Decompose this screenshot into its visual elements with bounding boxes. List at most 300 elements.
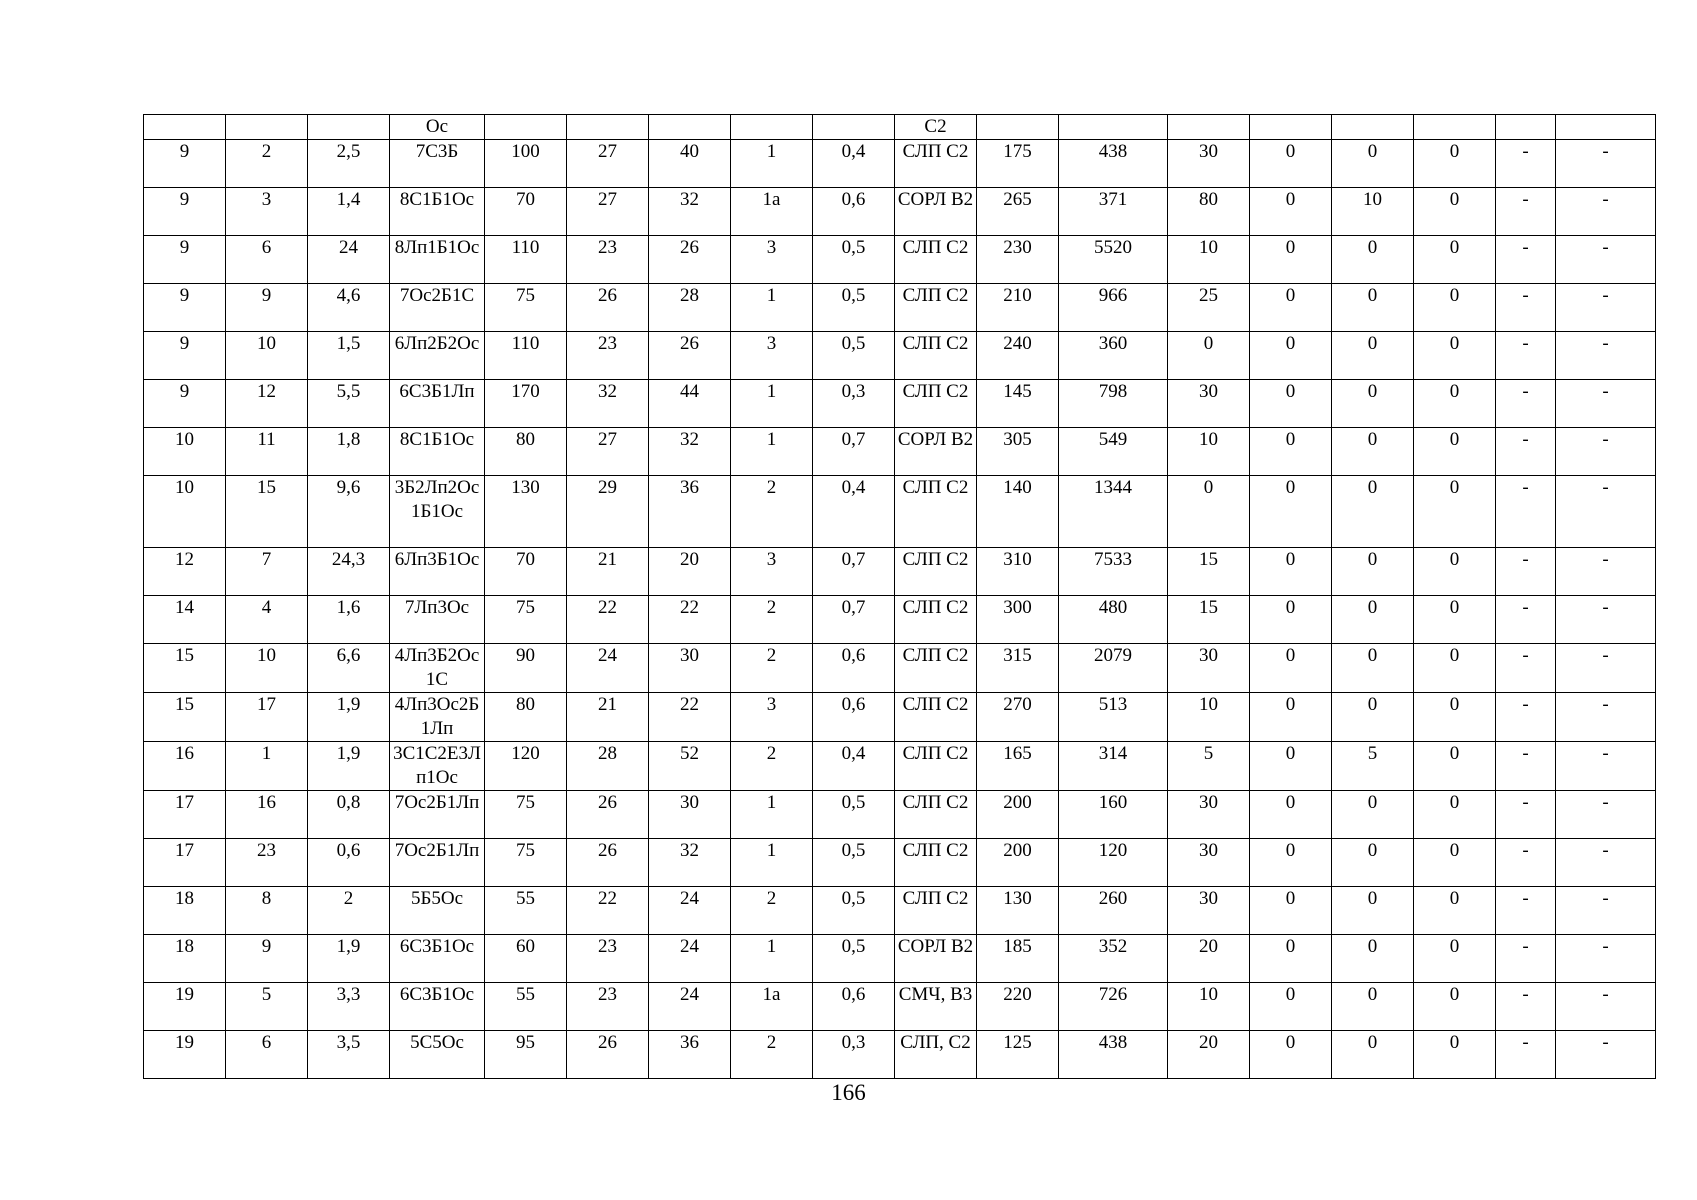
table-cell: СОРЛ В2 [895, 428, 977, 476]
table-cell: 0 [1414, 236, 1496, 284]
table-cell: 7Ос2Б1С [390, 284, 485, 332]
table-cell: 75 [485, 839, 567, 887]
table-cell: 1 [731, 839, 813, 887]
table-cell: 0 [1250, 983, 1332, 1031]
table-cell: 30 [1168, 140, 1250, 188]
table-cell: 21 [567, 548, 649, 596]
table-cell [226, 115, 308, 140]
table-cell: 0 [1250, 742, 1332, 791]
table-cell: 0 [1332, 476, 1414, 548]
table-cell: 0 [1332, 428, 1414, 476]
table-cell: 80 [1168, 188, 1250, 236]
table-cell: 0,5 [813, 236, 895, 284]
table-cell: 0 [1250, 476, 1332, 548]
table-cell: 2 [226, 140, 308, 188]
table-cell: - [1556, 548, 1656, 596]
table-cell: 24 [649, 935, 731, 983]
table-cell: 2 [731, 742, 813, 791]
table-cell: СЛП, С2 [895, 1031, 977, 1079]
table-cell: 0 [1332, 236, 1414, 284]
table-cell: 3С1С2Е3Лп1Ос [390, 742, 485, 791]
table-cell: 0 [1414, 1031, 1496, 1079]
table-cell: - [1556, 742, 1656, 791]
table-cell: 0 [1414, 380, 1496, 428]
table-cell: 165 [977, 742, 1059, 791]
table-cell: СЛП С2 [895, 140, 977, 188]
table-cell: 24,3 [308, 548, 390, 596]
table-cell: 315 [977, 644, 1059, 693]
table-cell: 0,5 [813, 887, 895, 935]
table-cell: 371 [1059, 188, 1168, 236]
table-cell: СЛП С2 [895, 644, 977, 693]
table-body [144, 115, 1656, 1079]
table-cell: 30 [1168, 791, 1250, 839]
table-row [144, 140, 1656, 188]
table-cell: - [1496, 791, 1556, 839]
table-cell: СЛП С2 [895, 548, 977, 596]
table-cell: 75 [485, 284, 567, 332]
table-cell: 55 [485, 887, 567, 935]
table-cell: 0,5 [813, 935, 895, 983]
table-cell: 30 [1168, 380, 1250, 428]
table-cell: 8 [226, 887, 308, 935]
table-row [144, 188, 1656, 236]
table-cell: 6С3Б1Ос [390, 983, 485, 1031]
table-cell: 0,6 [813, 693, 895, 742]
table-cell: 0 [1332, 983, 1414, 1031]
table-cell [1250, 115, 1332, 140]
table-cell: 21 [567, 693, 649, 742]
table-cell: СЛП С2 [895, 839, 977, 887]
table-cell: 5520 [1059, 236, 1168, 284]
table-cell: 0,7 [813, 428, 895, 476]
table-cell: 0,7 [813, 596, 895, 644]
table-cell: 2 [731, 644, 813, 693]
table-cell: 0 [1414, 983, 1496, 1031]
table-cell: 10 [144, 476, 226, 548]
table-cell: - [1496, 236, 1556, 284]
table-cell: 185 [977, 935, 1059, 983]
table-cell: 12 [144, 548, 226, 596]
table-cell: 0 [1168, 332, 1250, 380]
table-cell: 0 [1332, 596, 1414, 644]
table-cell [977, 115, 1059, 140]
table-cell: - [1496, 188, 1556, 236]
table-cell: 27 [567, 188, 649, 236]
table-cell: 0,4 [813, 742, 895, 791]
table-cell: 3 [731, 693, 813, 742]
table-cell: 26 [567, 791, 649, 839]
table-cell [1496, 115, 1556, 140]
table-cell [1059, 115, 1168, 140]
table-cell: 22 [567, 887, 649, 935]
table-cell: 24 [649, 983, 731, 1031]
table-cell: 220 [977, 983, 1059, 1031]
table-cell: 0,3 [813, 380, 895, 428]
table-cell: 19 [144, 1031, 226, 1079]
table-cell: 1а [731, 983, 813, 1031]
table-cell: - [1556, 839, 1656, 887]
table-cell: - [1496, 476, 1556, 548]
table-cell: 0 [1414, 935, 1496, 983]
table-cell: 75 [485, 791, 567, 839]
table-cell: СЛП С2 [895, 596, 977, 644]
table-cell: 24 [649, 887, 731, 935]
table-cell: 20 [1168, 935, 1250, 983]
table-cell: 23 [567, 983, 649, 1031]
table-cell: - [1556, 693, 1656, 742]
table-cell: 70 [485, 188, 567, 236]
table-cell: 27 [567, 428, 649, 476]
table-cell: 9 [144, 188, 226, 236]
table-cell: - [1496, 693, 1556, 742]
table-cell: 260 [1059, 887, 1168, 935]
table-cell: 52 [649, 742, 731, 791]
table-cell: - [1496, 1031, 1556, 1079]
table-cell: 4Лп3Ос2Б1Лп [390, 693, 485, 742]
table-cell: 4Лп3Б2Ос1С [390, 644, 485, 693]
table-cell: 5Б5Ос [390, 887, 485, 935]
table-cell: 0 [1414, 476, 1496, 548]
table-cell: 1,9 [308, 935, 390, 983]
table-cell: 0 [1250, 1031, 1332, 1079]
table-cell: 3 [731, 332, 813, 380]
table-cell: 0 [1250, 935, 1332, 983]
table-cell: 11 [226, 428, 308, 476]
table-cell: 10 [1168, 236, 1250, 284]
table-cell: 0 [1250, 332, 1332, 380]
table-cell: 3,3 [308, 983, 390, 1031]
table-cell: - [1496, 332, 1556, 380]
table-cell: 0,6 [813, 983, 895, 1031]
table-row [144, 476, 1656, 548]
table-cell: 110 [485, 332, 567, 380]
table-cell: 5С5Ос [390, 1031, 485, 1079]
table-cell: 90 [485, 644, 567, 693]
table-cell: 200 [977, 791, 1059, 839]
table-cell: 10 [1168, 428, 1250, 476]
table-cell: 70 [485, 548, 567, 596]
table-cell: 0 [1332, 791, 1414, 839]
table-cell: 26 [649, 236, 731, 284]
table-cell: С2 [895, 115, 977, 140]
table-cell: 23 [567, 332, 649, 380]
table-cell: СЛП С2 [895, 742, 977, 791]
table-cell: - [1556, 140, 1656, 188]
table-cell: 5 [1168, 742, 1250, 791]
table-cell: 438 [1059, 1031, 1168, 1079]
table-cell: 27 [567, 140, 649, 188]
table-cell: 14 [144, 596, 226, 644]
table-cell: 1 [731, 791, 813, 839]
table-cell: 0 [1332, 887, 1414, 935]
table-cell: 23 [226, 839, 308, 887]
table-cell: 6 [226, 236, 308, 284]
table-cell: 36 [649, 476, 731, 548]
table-row [144, 236, 1656, 284]
table-cell: 8Лп1Б1Ос [390, 236, 485, 284]
table-cell: 17 [226, 693, 308, 742]
table-cell: 0,4 [813, 140, 895, 188]
table-cell: 0,3 [813, 1031, 895, 1079]
table-cell: 10 [226, 644, 308, 693]
table-row [144, 284, 1656, 332]
table-cell: 1а [731, 188, 813, 236]
table-cell: 23 [567, 935, 649, 983]
table-cell [649, 115, 731, 140]
table-cell: 1,5 [308, 332, 390, 380]
table-cell: 15 [144, 644, 226, 693]
table-cell: 9 [144, 332, 226, 380]
table-cell: 1,9 [308, 693, 390, 742]
table-cell: 3 [731, 236, 813, 284]
table-cell: 0 [1414, 693, 1496, 742]
table-cell: 125 [977, 1031, 1059, 1079]
table-cell: 1,8 [308, 428, 390, 476]
table-cell: 549 [1059, 428, 1168, 476]
table-cell: - [1556, 887, 1656, 935]
table-cell: 1,6 [308, 596, 390, 644]
table-cell: 3Б2Лп2Ос1Б1Ос [390, 476, 485, 548]
table-cell: 30 [1168, 887, 1250, 935]
table-cell: 0 [1332, 380, 1414, 428]
table-cell: 30 [1168, 839, 1250, 887]
table-cell: 0 [1250, 140, 1332, 188]
table-cell: 175 [977, 140, 1059, 188]
table-cell: 8С1Б1Ос [390, 188, 485, 236]
table-cell: - [1556, 983, 1656, 1031]
table-cell: 0 [1332, 548, 1414, 596]
table-cell: 95 [485, 1031, 567, 1079]
table-cell: 0 [1414, 548, 1496, 596]
table-cell: 726 [1059, 983, 1168, 1031]
table-cell: 100 [485, 140, 567, 188]
table-cell: 265 [977, 188, 1059, 236]
table-cell: - [1496, 644, 1556, 693]
table-row [144, 428, 1656, 476]
table-cell: 145 [977, 380, 1059, 428]
table-cell: 3 [731, 548, 813, 596]
table-cell: 7Ос2Б1Лп [390, 791, 485, 839]
table-cell: - [1556, 188, 1656, 236]
table-cell: 17 [144, 791, 226, 839]
table-cell: 9 [144, 236, 226, 284]
table-cell: 170 [485, 380, 567, 428]
table-row [144, 332, 1656, 380]
table-cell: 32 [567, 380, 649, 428]
table-cell: 7 [226, 548, 308, 596]
table-cell: 23 [567, 236, 649, 284]
table-cell: 0 [1250, 380, 1332, 428]
table-cell: 32 [649, 188, 731, 236]
table-cell: 0 [1250, 693, 1332, 742]
table-cell: - [1496, 935, 1556, 983]
table-cell: 32 [649, 428, 731, 476]
table-cell: 480 [1059, 596, 1168, 644]
table-cell: 12 [226, 380, 308, 428]
table-cell: 28 [649, 284, 731, 332]
table-cell: 6Лп3Б1Ос [390, 548, 485, 596]
table-row [144, 791, 1656, 839]
table-cell: - [1556, 284, 1656, 332]
table-cell: 0 [1332, 839, 1414, 887]
table-cell: 10 [226, 332, 308, 380]
table-cell: 24 [308, 236, 390, 284]
table-cell: 9 [144, 284, 226, 332]
table-cell: 2 [731, 476, 813, 548]
table-cell: 0,6 [813, 644, 895, 693]
table-cell [1332, 115, 1414, 140]
table-cell: 5,5 [308, 380, 390, 428]
table-cell: СЛП С2 [895, 380, 977, 428]
table-cell: 0 [1414, 791, 1496, 839]
table-cell: 55 [485, 983, 567, 1031]
table-cell: 6 [226, 1031, 308, 1079]
table-cell: 0 [1414, 839, 1496, 887]
table-row [144, 596, 1656, 644]
table-cell: 5 [1332, 742, 1414, 791]
table-cell: 0,5 [813, 839, 895, 887]
table-cell: - [1556, 236, 1656, 284]
table-cell: СЛП С2 [895, 284, 977, 332]
table-row [144, 548, 1656, 596]
table-cell: 0,6 [813, 188, 895, 236]
table-cell: 18 [144, 935, 226, 983]
table-cell: 130 [485, 476, 567, 548]
table-cell: 0 [1332, 332, 1414, 380]
table-cell: 10 [144, 428, 226, 476]
table-cell: - [1496, 983, 1556, 1031]
table-cell: 0 [1414, 284, 1496, 332]
table-cell: 0,4 [813, 476, 895, 548]
table-cell [144, 115, 226, 140]
table-cell: - [1556, 1031, 1656, 1079]
table-cell [1414, 115, 1496, 140]
table-cell: 8С1Б1Ос [390, 428, 485, 476]
table-cell: 1 [731, 380, 813, 428]
table-cell: 10 [1168, 693, 1250, 742]
table-cell: 0,7 [813, 548, 895, 596]
table-cell: 120 [1059, 839, 1168, 887]
table-cell: 0 [1250, 839, 1332, 887]
table-cell: - [1496, 596, 1556, 644]
table-cell: 9 [226, 284, 308, 332]
data-table [143, 114, 1656, 1079]
table-cell: - [1556, 791, 1656, 839]
table-cell: - [1556, 644, 1656, 693]
table-cell: - [1556, 332, 1656, 380]
table-cell: 130 [977, 887, 1059, 935]
table-cell: 16 [226, 791, 308, 839]
table-cell: - [1556, 935, 1656, 983]
table-cell: 1 [731, 428, 813, 476]
table-cell: 230 [977, 236, 1059, 284]
table-cell: 9 [226, 935, 308, 983]
table-cell: 10 [1332, 188, 1414, 236]
table-cell: 26 [567, 839, 649, 887]
table-row [144, 115, 1656, 140]
table-cell: 15 [1168, 548, 1250, 596]
table-cell: СЛП С2 [895, 476, 977, 548]
table-cell: 3,5 [308, 1031, 390, 1079]
table-cell: 10 [1168, 983, 1250, 1031]
table-cell: 6С3Б1Лп [390, 380, 485, 428]
table-cell: СОРЛ В2 [895, 188, 977, 236]
table-cell: 80 [485, 693, 567, 742]
table-cell: 7С3Б [390, 140, 485, 188]
table-cell: 0 [1250, 887, 1332, 935]
table-cell: 6,6 [308, 644, 390, 693]
table-cell: 1 [731, 284, 813, 332]
table-cell: 6Лп2Б2Ос [390, 332, 485, 380]
table-cell: 300 [977, 596, 1059, 644]
table-cell: 44 [649, 380, 731, 428]
table-cell [567, 115, 649, 140]
table-cell: 0 [1250, 236, 1332, 284]
page-number: 166 [831, 1080, 866, 1105]
table-cell: 966 [1059, 284, 1168, 332]
table-cell: 438 [1059, 140, 1168, 188]
table-row [144, 644, 1656, 693]
table-cell: 2079 [1059, 644, 1168, 693]
table-cell: 0,5 [813, 332, 895, 380]
table-cell: 0,8 [308, 791, 390, 839]
table-cell: 17 [144, 839, 226, 887]
table-cell: 310 [977, 548, 1059, 596]
table-cell: 36 [649, 1031, 731, 1079]
table-cell: Ос [390, 115, 485, 140]
table-row [144, 1031, 1656, 1079]
table-cell: 30 [1168, 644, 1250, 693]
table-cell: 7Ос2Б1Лп [390, 839, 485, 887]
table-cell: - [1556, 476, 1656, 548]
table-cell: 314 [1059, 742, 1168, 791]
table-cell: 352 [1059, 935, 1168, 983]
table-cell: 32 [649, 839, 731, 887]
table-cell: 16 [144, 742, 226, 791]
table-cell [1168, 115, 1250, 140]
table-cell: 0 [1250, 284, 1332, 332]
table-cell: 30 [649, 791, 731, 839]
table-cell: - [1556, 596, 1656, 644]
table-cell: 20 [649, 548, 731, 596]
table-cell: 5 [226, 983, 308, 1031]
table-cell: 19 [144, 983, 226, 1031]
table-cell: СЛП С2 [895, 693, 977, 742]
table-cell: СМЧ, В3 [895, 983, 977, 1031]
table-cell [308, 115, 390, 140]
table-row [144, 742, 1656, 791]
table-cell: 1,9 [308, 742, 390, 791]
table-cell: 513 [1059, 693, 1168, 742]
table-cell: 28 [567, 742, 649, 791]
table-cell: 0 [1250, 644, 1332, 693]
table-cell: 0 [1414, 140, 1496, 188]
table-cell: 3 [226, 188, 308, 236]
table-cell: 29 [567, 476, 649, 548]
table-cell: 9 [144, 380, 226, 428]
table-cell: 0 [1414, 644, 1496, 693]
table-cell: 7Лп3Ос [390, 596, 485, 644]
table-cell: 15 [144, 693, 226, 742]
table-cell: 60 [485, 935, 567, 983]
table-cell: 0 [1250, 428, 1332, 476]
table-row [144, 693, 1656, 742]
table-cell: 80 [485, 428, 567, 476]
table-cell: 0 [1250, 548, 1332, 596]
table-row [144, 839, 1656, 887]
table-cell: 2 [731, 596, 813, 644]
